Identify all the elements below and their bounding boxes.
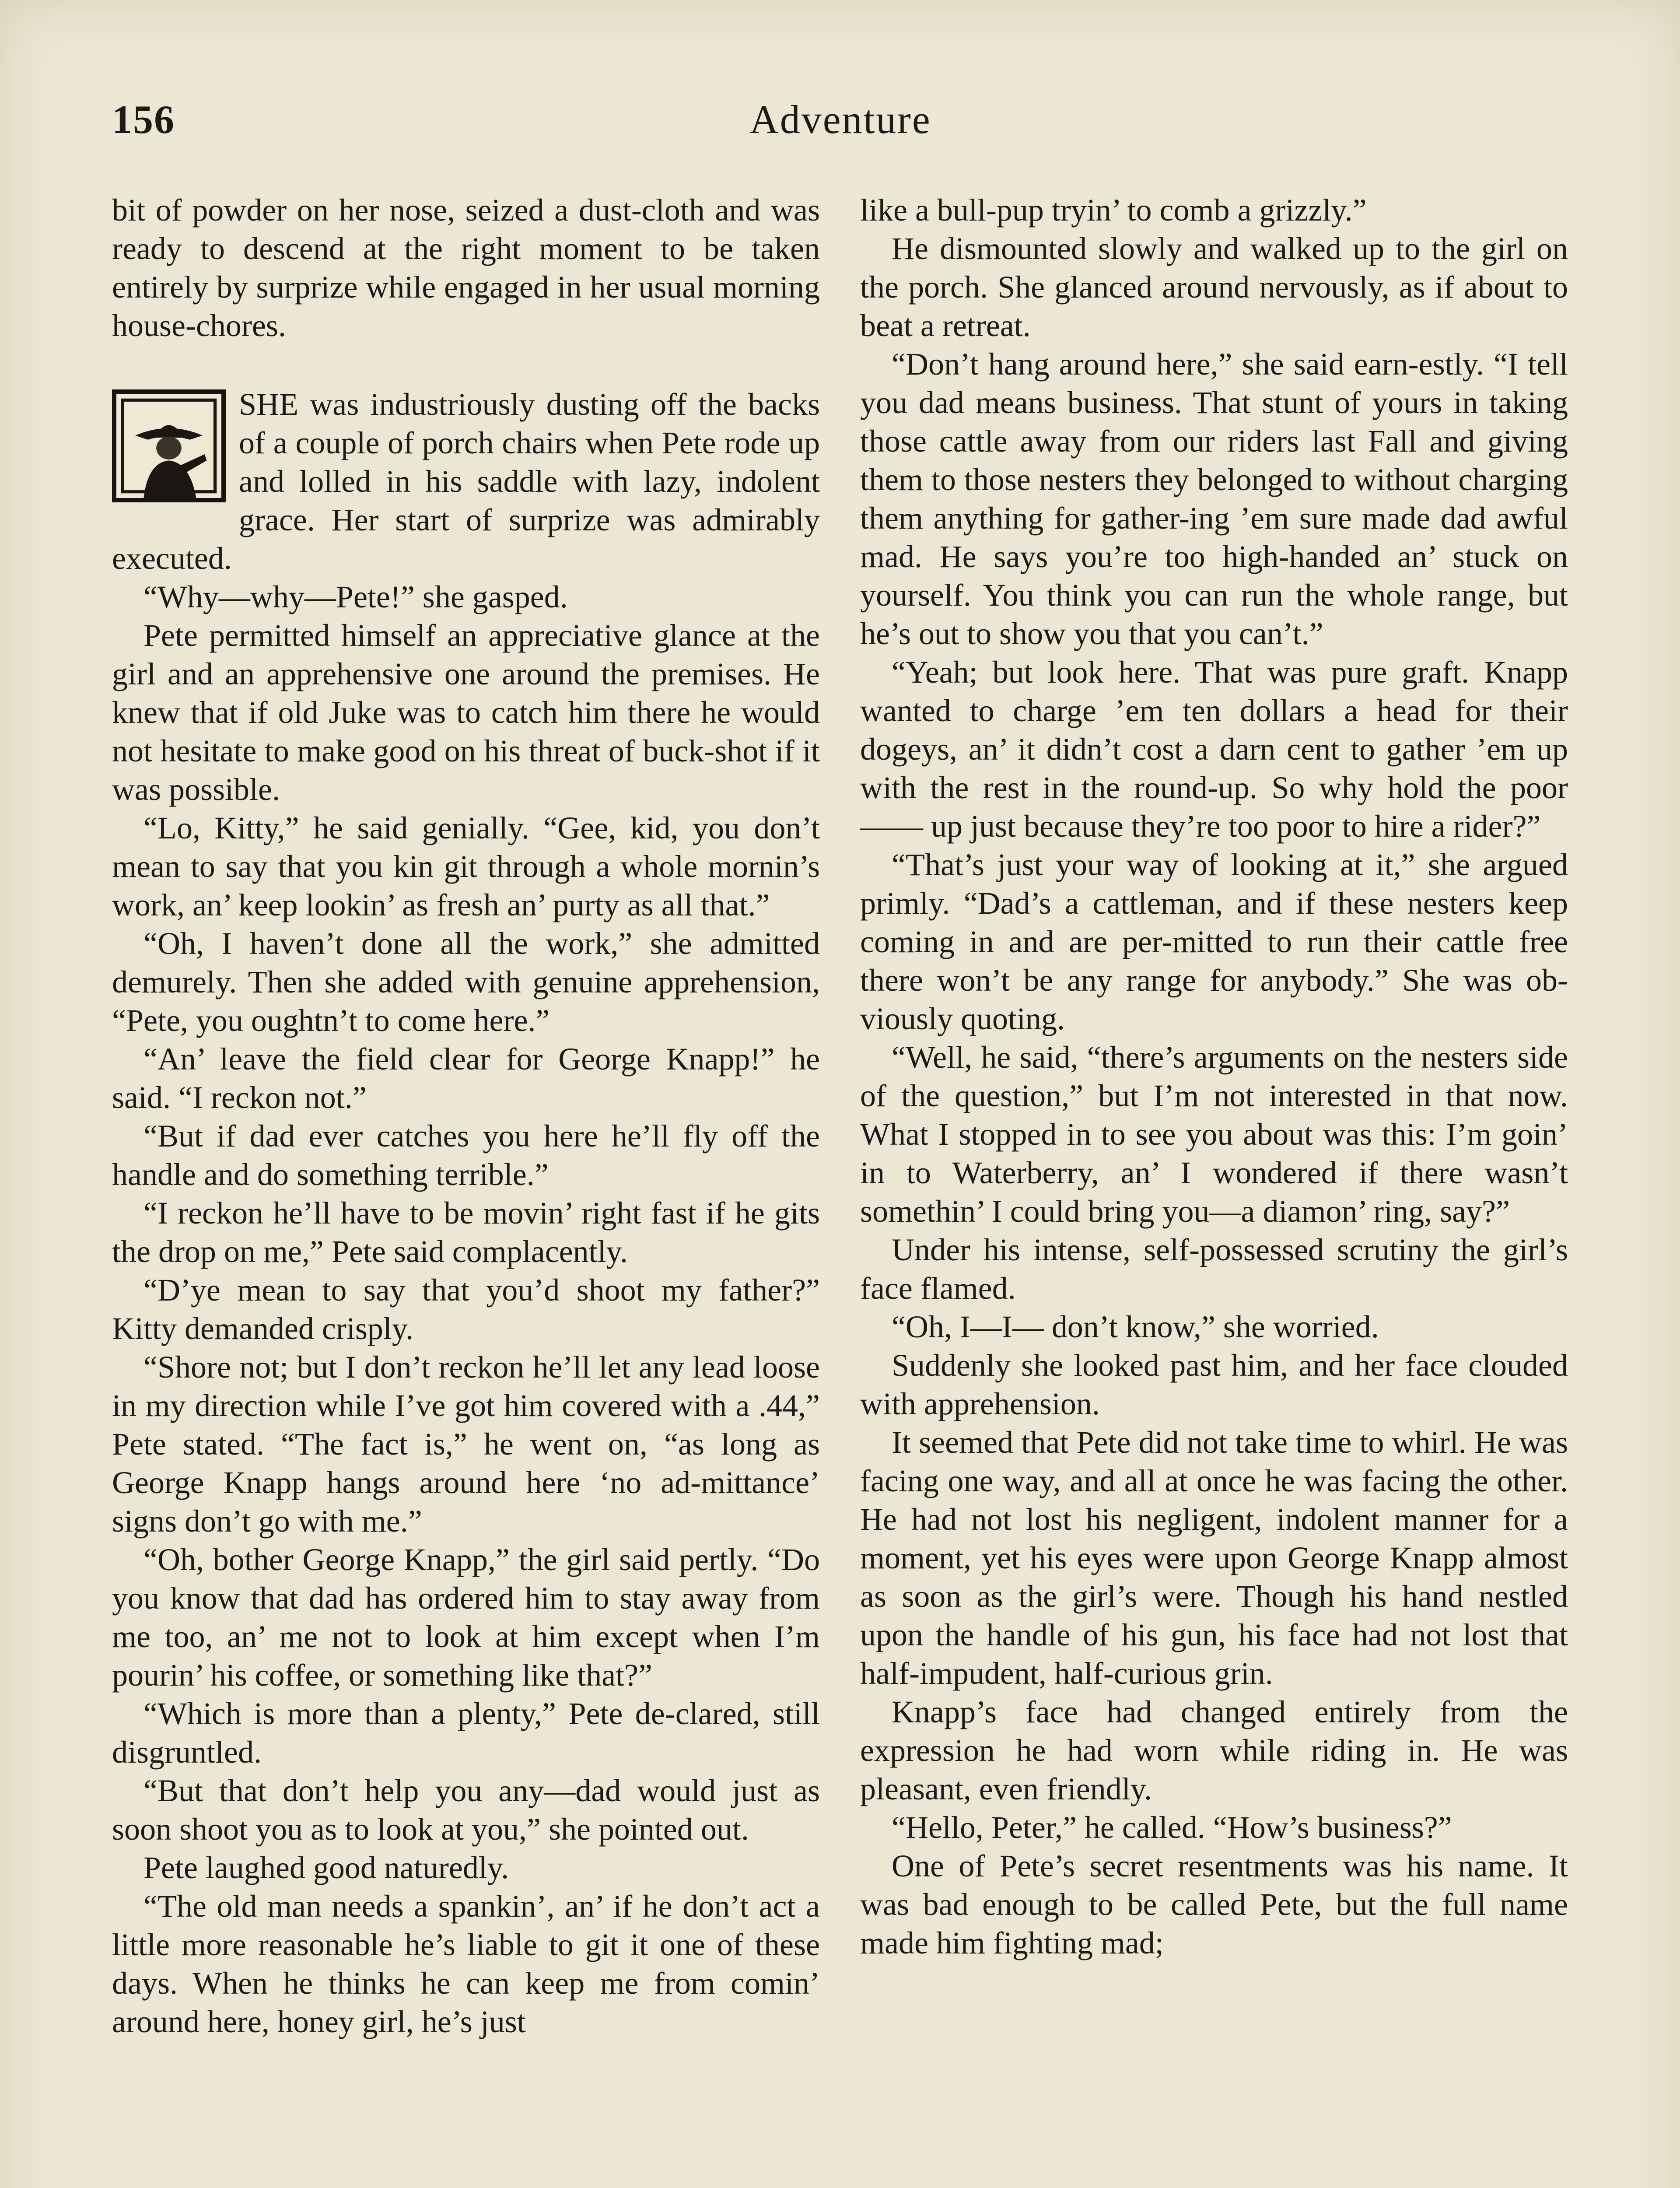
paragraph: “Why—why—Pete!” she gasped. [144, 579, 568, 614]
cowboy-illustration-icon [112, 389, 226, 502]
paragraph: Suddenly she looked past him, and her face clouded with apprehension. [860, 1348, 1568, 1421]
paragraph: “Shore not; but I don’t reckon he’ll let any lead loose in my direction while I’ve got him covered with a .44,” Pete stated. “The fact is,” he went on, “as long as George Knapp hangs around here ‘no ad-mittance’ signs don’t go with me.” [112, 1350, 820, 1539]
paragraph: “Oh, I haven’t done all the work,” she admitted demurely. Then she added with genuine apprehension, “Pete, you oughtn’t to come here.” [112, 926, 820, 1038]
paragraph: “Well, he said, “there’s arguments on the nesters side of the question,” but I’m not interested in that now. What I stopped in to see you about was this: I’m goin’ in to Waterberry, an’ I wondered if there wasn’t somethin’ I could bring you—a diamon’ ring, say?” [860, 1040, 1568, 1229]
paragraph: “The old man needs a spankin’, an’ if he don’t act a little more reasonable he’s liable to git it one of these days. When he thinks he can keep me from comin’ around here, honey girl, he’s just [112, 1889, 820, 2039]
dropcap-paragraph [112, 385, 820, 578]
paragraph: “Which is more than a plenty,” Pete de-clared, still disgruntled. [112, 1696, 820, 1770]
paragraph: “That’s just your way of looking at it,” she argued primly. “Dad’s a cattleman, and if these nesters keep coming in and are per-mitted to run their cattle free there won’t be any range for anybody.” She was ob-viously quoting. [860, 847, 1568, 1036]
paragraph: Knapp’s face had changed entirely from the expression he had worn while riding in. He was pleasant, even friendly. [860, 1694, 1568, 1806]
paragraph: One of Pete’s secret resentments was his name. It was bad enough to be called Pete, but the full name made him fighting mad; [860, 1848, 1568, 1960]
paragraph: “An’ leave the field clear for George Knapp!” he said. “I reckon not.” [112, 1041, 820, 1115]
paragraph: SHE was industriously dusting off the backs of a couple of porch chairs when Pete rode up and lolled in his saddle with lazy, indolent grace. Her start of surprize was admirably executed. [112, 387, 820, 576]
paragraph: Pete permitted himself an appreciative glance at the girl and an apprehensive one around the premises. He knew that if old Juke was to catch him there he would not hesitate to make good on his threat of buck-shot if it was possible. [112, 618, 820, 807]
paragraph: “Yeah; but look here. That was pure graft. Knapp wanted to charge ’em ten dollars a head for their dogeys, an’ it didn’t cost a darn cent to gather ’em up with the rest in the round-up. So why hold the poor —— up just because they’re too poor to hire a rider?” [860, 655, 1568, 844]
page-header [112, 96, 1569, 158]
paragraph: “But if dad ever catches you here he’ll fly off the handle and do something terrible.” [112, 1119, 820, 1192]
paragraph: “Hello, Peter,” he called. “How’s business?” [892, 1810, 1452, 1845]
paragraph: “Lo, Kitty,” he said genially. “Gee, kid, you don’t mean to say that you kin git through a whole mornin’s work, an’ keep lookin’ as fresh an’ purty as all that.” [112, 810, 820, 922]
paragraph: “D’ye mean to say that you’d shoot my father?” Kitty demanded crisply. [112, 1273, 820, 1346]
right-column [860, 191, 1568, 2188]
paragraph: “But that don’t help you any—dad would just as soon shoot you as to look at you,” she pointed out. [112, 1773, 820, 1847]
page-number: 156 [112, 97, 175, 142]
paragraph: It seemed that Pete did not take time to whirl. He was facing one way, and all at once he was facing the other. He had not lost his negligent, indolent manner for a moment, yet his eyes were upon George Knapp almost as soon as the girl’s were. Though his hand nestled upon the handle of his gun, his face had not lost that half-impudent, half-curious grin. [860, 1425, 1568, 1691]
paragraph: He dismounted slowly and walked up to the girl on the porch. She glanced around nervously, as if about to beat a retreat. [860, 231, 1568, 343]
paragraph: like a bull-pup tryin’ to comb a grizzly.” [860, 193, 1367, 228]
paragraph: “Don’t hang around here,” she said earn-estly. “I tell you dad means business. That stunt of yours in taking those cattle away from our riders last Fall and giving them to those nesters they belonged to without charging them anything for gather-ing ’em sure made dad awful mad. He says you’re too high-handed an’ stuck on yourself. You think you can run the whole range, but he’s out to show you that you can’t.” [860, 347, 1568, 651]
paragraph: “Oh, I—I— don’t know,” she worried. [892, 1309, 1379, 1344]
paragraph: bit of powder on her nose, seized a dust-cloth and was ready to descend at the right moment to be taken entirely by surprize while engaged in her usual morning house-chores. [112, 193, 820, 343]
running-title: Adventure [749, 97, 931, 142]
paragraph: “I reckon he’ll have to be movin’ right fast if he gits the drop on me,” Pete said complacently. [112, 1196, 820, 1269]
paragraph: Pete laughed good naturedly. [144, 1850, 509, 1885]
paragraph: “Oh, bother George Knapp,” the girl said pertly. “Do you know that dad has ordered him to stay away from me too, an’ me not to look at him except when I’m pourin’ his coffee, or something like that?” [112, 1542, 820, 1693]
paragraph: Under his intense, self-possessed scrutiny the girl’s face flamed. [860, 1232, 1568, 1306]
left-column [112, 191, 820, 2188]
section-break [112, 345, 820, 385]
